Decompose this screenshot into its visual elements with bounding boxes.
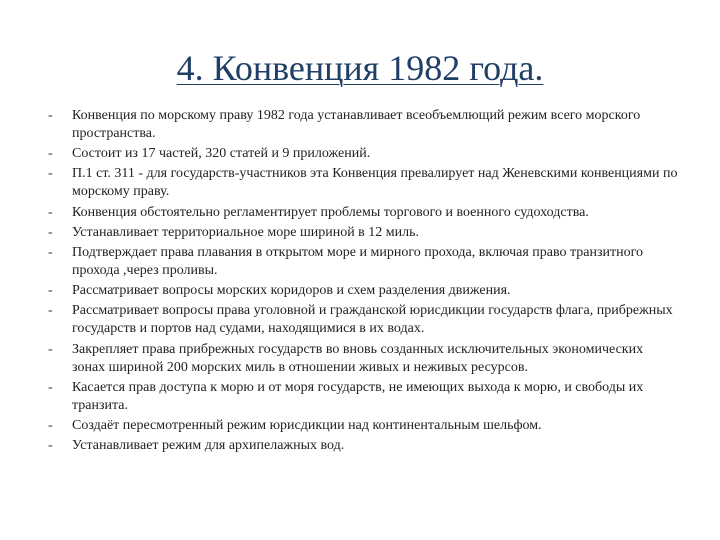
list-item-text: Касается прав доступа к морю и от моря государств, не имеющих выхода к морю, и свободы их транзита. — [72, 379, 644, 413]
list-item-text: Конвенция обстоятельно регламентирует проблемы торгового и военного судоходства. — [72, 204, 589, 220]
list-item-text: Состоит из 17 частей, 320 статей и 9 приложений. — [72, 146, 371, 162]
bullet-dash: - — [48, 204, 53, 220]
list-item-text: Подтверждает права плавания в открытом море и мирного прохода, включая право транзитного прохода ,через проливы. — [72, 244, 644, 278]
list-item — [48, 165, 678, 201]
list-item-text: Закрепляет права прибрежных государств во вновь созданных исключительных экономических зонах шириной 200 морских миль в отношении живых и неживых ресурсов. — [72, 341, 644, 375]
bullet-dash: - — [48, 417, 53, 433]
list-item-text: П.1 ст. 311 - для государств-участников эта Конвенция превалирует над Женевскими конвенциями по морскому праву. — [72, 166, 678, 200]
bullet-dash: - — [48, 108, 53, 123]
bullet-dash: - — [48, 379, 53, 395]
list-item — [48, 302, 678, 338]
list-item-text: Конвенция по морскому праву 1982 года устанавливает всеобъемлющий режим всего морского пространства. — [72, 108, 641, 141]
list-item-text: Устанавливает территориальное море шириной в 12 миль. — [72, 224, 420, 240]
list-item — [48, 107, 678, 143]
list-item — [48, 437, 678, 455]
list-item — [48, 204, 678, 222]
list-item — [48, 341, 678, 377]
bullet-dash: - — [48, 166, 53, 182]
list-item-text: Устанавливает режим для архипелажных вод. — [72, 438, 345, 454]
list-item-text: Рассматривает вопросы права уголовной и гражданской юрисдикции государств флага, прибрежных государств и портов над судами, находящимися в их водах. — [72, 303, 673, 337]
bullet-dash: - — [48, 438, 53, 454]
bullet-dash: - — [48, 244, 53, 260]
list-item — [48, 244, 678, 280]
bullet-dash: - — [48, 146, 53, 162]
list-item-text: Рассматривает вопросы морских коридоров и схем разделения движения. — [72, 283, 511, 299]
list-item — [48, 417, 678, 435]
bullet-dash: - — [48, 283, 53, 299]
bullet-dash: - — [48, 224, 53, 240]
slide-title — [0, 46, 720, 90]
bullet-dash: - — [48, 341, 53, 357]
list-item — [48, 379, 678, 415]
list-item — [48, 145, 678, 163]
bullet-dash: - — [48, 303, 53, 319]
list-item-text: Создаёт пересмотренный режим юрисдикции над континентальным шельфом. — [72, 417, 542, 433]
bullet-list — [48, 107, 678, 457]
list-item — [48, 224, 678, 242]
slide-title-text: 4. Конвенция 1982 года. — [176, 48, 544, 88]
list-item — [48, 282, 678, 300]
